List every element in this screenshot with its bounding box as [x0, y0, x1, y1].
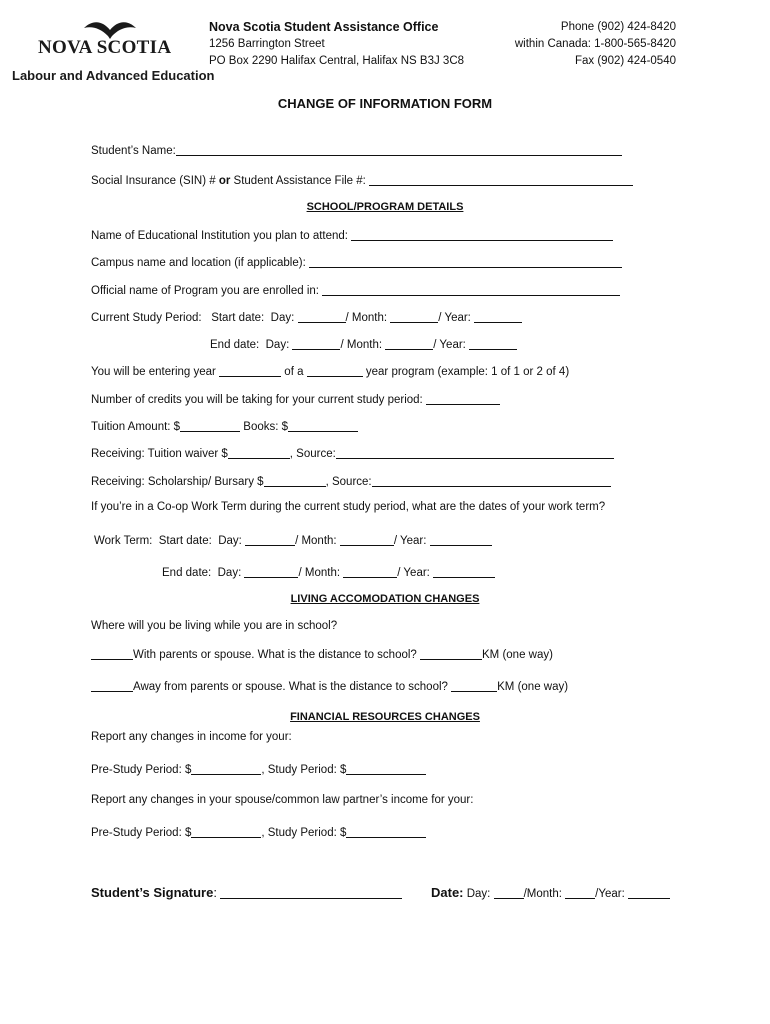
spouse-pre-study-income-field[interactable]: [191, 825, 261, 838]
campus-row: [91, 255, 622, 269]
sin-field[interactable]: [369, 173, 633, 186]
entering-year-row: [91, 364, 569, 378]
study-period-amount-label: , Study Period: $: [261, 827, 347, 839]
study-period-income-field[interactable]: [346, 762, 426, 775]
living-accommodation-heading: LIVING ACCOMODATION CHANGES: [290, 593, 480, 605]
sin-or: or: [218, 175, 231, 187]
sig-day-label: Day:: [466, 888, 491, 900]
year-label: / Year:: [393, 535, 427, 547]
office-street: 1256 Barrington Street: [209, 38, 325, 50]
income-row: [91, 762, 426, 776]
km-label: KM (one way): [497, 681, 569, 693]
spouse-study-period-income-field[interactable]: [346, 825, 426, 838]
work-end-day-field[interactable]: [244, 565, 298, 578]
signature-label: Student’s Signature: [91, 885, 214, 900]
office-address-block: [209, 19, 464, 70]
of-a-label: of a: [284, 366, 304, 378]
date-label: Date:: [431, 885, 464, 900]
with-parents-label: With parents or spouse. What is the distance to school?: [133, 649, 417, 661]
logo-wordmark: NOVA SCOTIA: [38, 37, 172, 58]
year-label: / Year:: [397, 567, 430, 579]
program-field[interactable]: [322, 283, 620, 296]
start-date-label: Start date:: [211, 312, 265, 324]
date-row: [431, 885, 670, 900]
campus-label: Campus name and location (if applicable):: [91, 257, 306, 269]
source-label: , Source:: [325, 476, 372, 488]
sig-month-label: /Month:: [523, 888, 562, 900]
km-label: KM (one way): [482, 649, 553, 661]
program-years-field[interactable]: [307, 364, 363, 377]
pre-study-label: Pre-Study Period: $: [91, 764, 192, 776]
sig-day-field[interactable]: [494, 886, 524, 899]
year-label: / Year:: [433, 339, 466, 351]
sig-month-field[interactable]: [565, 886, 595, 899]
work-start-year-field[interactable]: [430, 533, 492, 546]
month-label: / Month:: [298, 567, 341, 579]
work-term-end-row: [162, 565, 495, 579]
day-label: Day:: [270, 312, 295, 324]
file-number-label: Student Assistance File #:: [230, 175, 366, 187]
fax-number: Fax (902) 424-0540: [574, 55, 676, 67]
day-label: Day:: [265, 339, 290, 351]
credits-field[interactable]: [426, 392, 500, 405]
sin-row: [91, 173, 633, 187]
form-title: CHANGE OF INFORMATION FORM: [277, 96, 493, 111]
away-parents-distance-field[interactable]: [451, 679, 497, 692]
study-period-amount-label: , Study Period: $: [261, 764, 347, 776]
scholarship-label: Receiving: Scholarship/ Bursary $: [91, 476, 264, 488]
pre-study-label: Pre-Study Period: $: [91, 827, 192, 839]
spouse-income-row: [91, 825, 426, 839]
month-label: / Month:: [345, 312, 388, 324]
end-date-label: End date:: [162, 567, 212, 579]
sin-label: Social Insurance (SIN) #: [91, 175, 219, 187]
entering-year-field[interactable]: [219, 364, 281, 377]
tuition-waiver-field[interactable]: [228, 446, 290, 459]
toll-free-number: within Canada: 1-800-565-8420: [514, 38, 676, 50]
work-term-start-row: [94, 533, 492, 547]
work-start-day-field[interactable]: [245, 533, 295, 546]
start-day-field[interactable]: [298, 310, 346, 323]
end-month-field[interactable]: [385, 337, 433, 350]
financial-resources-heading: FINANCIAL RESOURCES CHANGES: [290, 711, 480, 723]
institution-label: Name of Educational Institution you plan to attend:: [91, 230, 348, 242]
tuition-waiver-row: [91, 446, 614, 460]
with-parents-row: [91, 647, 553, 661]
away-parents-checkfield[interactable]: [91, 679, 133, 692]
away-parents-row: [91, 679, 568, 693]
credits-label: Number of credits you will be taking for your current study period:: [91, 394, 423, 406]
entering-year-label: You will be entering year: [91, 366, 216, 378]
students-name-row: [91, 143, 622, 157]
spouse-income-label: Report any changes in your spouse/common law partner’s income for your:: [91, 794, 474, 806]
income-report-label: Report any changes in income for your:: [91, 731, 292, 743]
start-month-field[interactable]: [390, 310, 438, 323]
books-label: Books: $: [243, 421, 289, 433]
scholarship-source-field[interactable]: [372, 474, 611, 487]
sig-year-field[interactable]: [628, 886, 670, 899]
scholarship-field[interactable]: [264, 474, 326, 487]
end-date-label: End date:: [210, 339, 260, 351]
end-year-field[interactable]: [469, 337, 517, 350]
contact-block: [515, 19, 676, 70]
program-row: [91, 283, 620, 297]
students-name-label: Student’s Name:: [91, 145, 176, 157]
signature-row: Student’s Signature:: [91, 885, 402, 900]
day-label: Day:: [217, 567, 242, 579]
start-year-field[interactable]: [474, 310, 522, 323]
coop-question: If you’re in a Co-op Work Term during the current study period, what are the dates of your work term?: [91, 501, 606, 513]
with-parents-distance-field[interactable]: [420, 647, 482, 660]
department-name: Labour and Advanced Education: [12, 68, 215, 83]
study-period-end-row: [210, 337, 517, 351]
students-name-field[interactable]: [176, 143, 622, 156]
away-parents-label: Away from parents or spouse. What is the distance to school?: [133, 681, 448, 693]
books-field[interactable]: [288, 419, 358, 432]
tuition-label: Tuition Amount: $: [91, 421, 181, 433]
work-start-month-field[interactable]: [340, 533, 394, 546]
month-label: / Month:: [295, 535, 337, 547]
start-date-label: Start date:: [158, 535, 212, 547]
end-day-field[interactable]: [292, 337, 340, 350]
scholarship-row: [91, 474, 611, 488]
campus-field[interactable]: [309, 255, 622, 268]
day-label: Day:: [218, 535, 242, 547]
tuition-field[interactable]: [180, 419, 240, 432]
tuition-row: [91, 419, 358, 433]
pre-study-income-field[interactable]: [191, 762, 261, 775]
phone-number: Phone (902) 424-8420: [560, 21, 676, 33]
signature-field[interactable]: [220, 886, 402, 899]
credits-row: [91, 392, 500, 406]
school-program-heading: SCHOOL/PROGRAM DETAILS: [306, 201, 464, 213]
year-label: / Year:: [438, 312, 471, 324]
tuition-waiver-source-field[interactable]: [336, 446, 614, 459]
source-label: , Source:: [289, 448, 336, 460]
work-end-month-field[interactable]: [343, 565, 397, 578]
living-question: Where will you be living while you are in school?: [91, 620, 338, 632]
office-name: Nova Scotia Student Assistance Office: [209, 20, 439, 34]
with-parents-checkfield[interactable]: [91, 647, 133, 660]
work-term-label: Work Term:: [94, 535, 153, 547]
study-period-label: Current Study Period:: [91, 312, 202, 324]
sig-year-label: /Year:: [595, 888, 625, 900]
program-label: Official name of Program you are enrolled in:: [91, 285, 319, 297]
office-po-box: PO Box 2290 Halifax Central, Halifax NS B3J 3C8: [209, 55, 465, 67]
year-program-label: year program (example: 1 of 1 or 2 of 4): [365, 366, 570, 378]
institution-row: [91, 228, 613, 242]
study-period-start-row: [91, 310, 522, 324]
nova-scotia-logo: [12, 18, 215, 84]
month-label: / Month:: [340, 339, 383, 351]
tuition-waiver-label: Receiving: Tuition waiver $: [91, 448, 228, 460]
institution-field[interactable]: [351, 228, 613, 241]
work-end-year-field[interactable]: [433, 565, 495, 578]
